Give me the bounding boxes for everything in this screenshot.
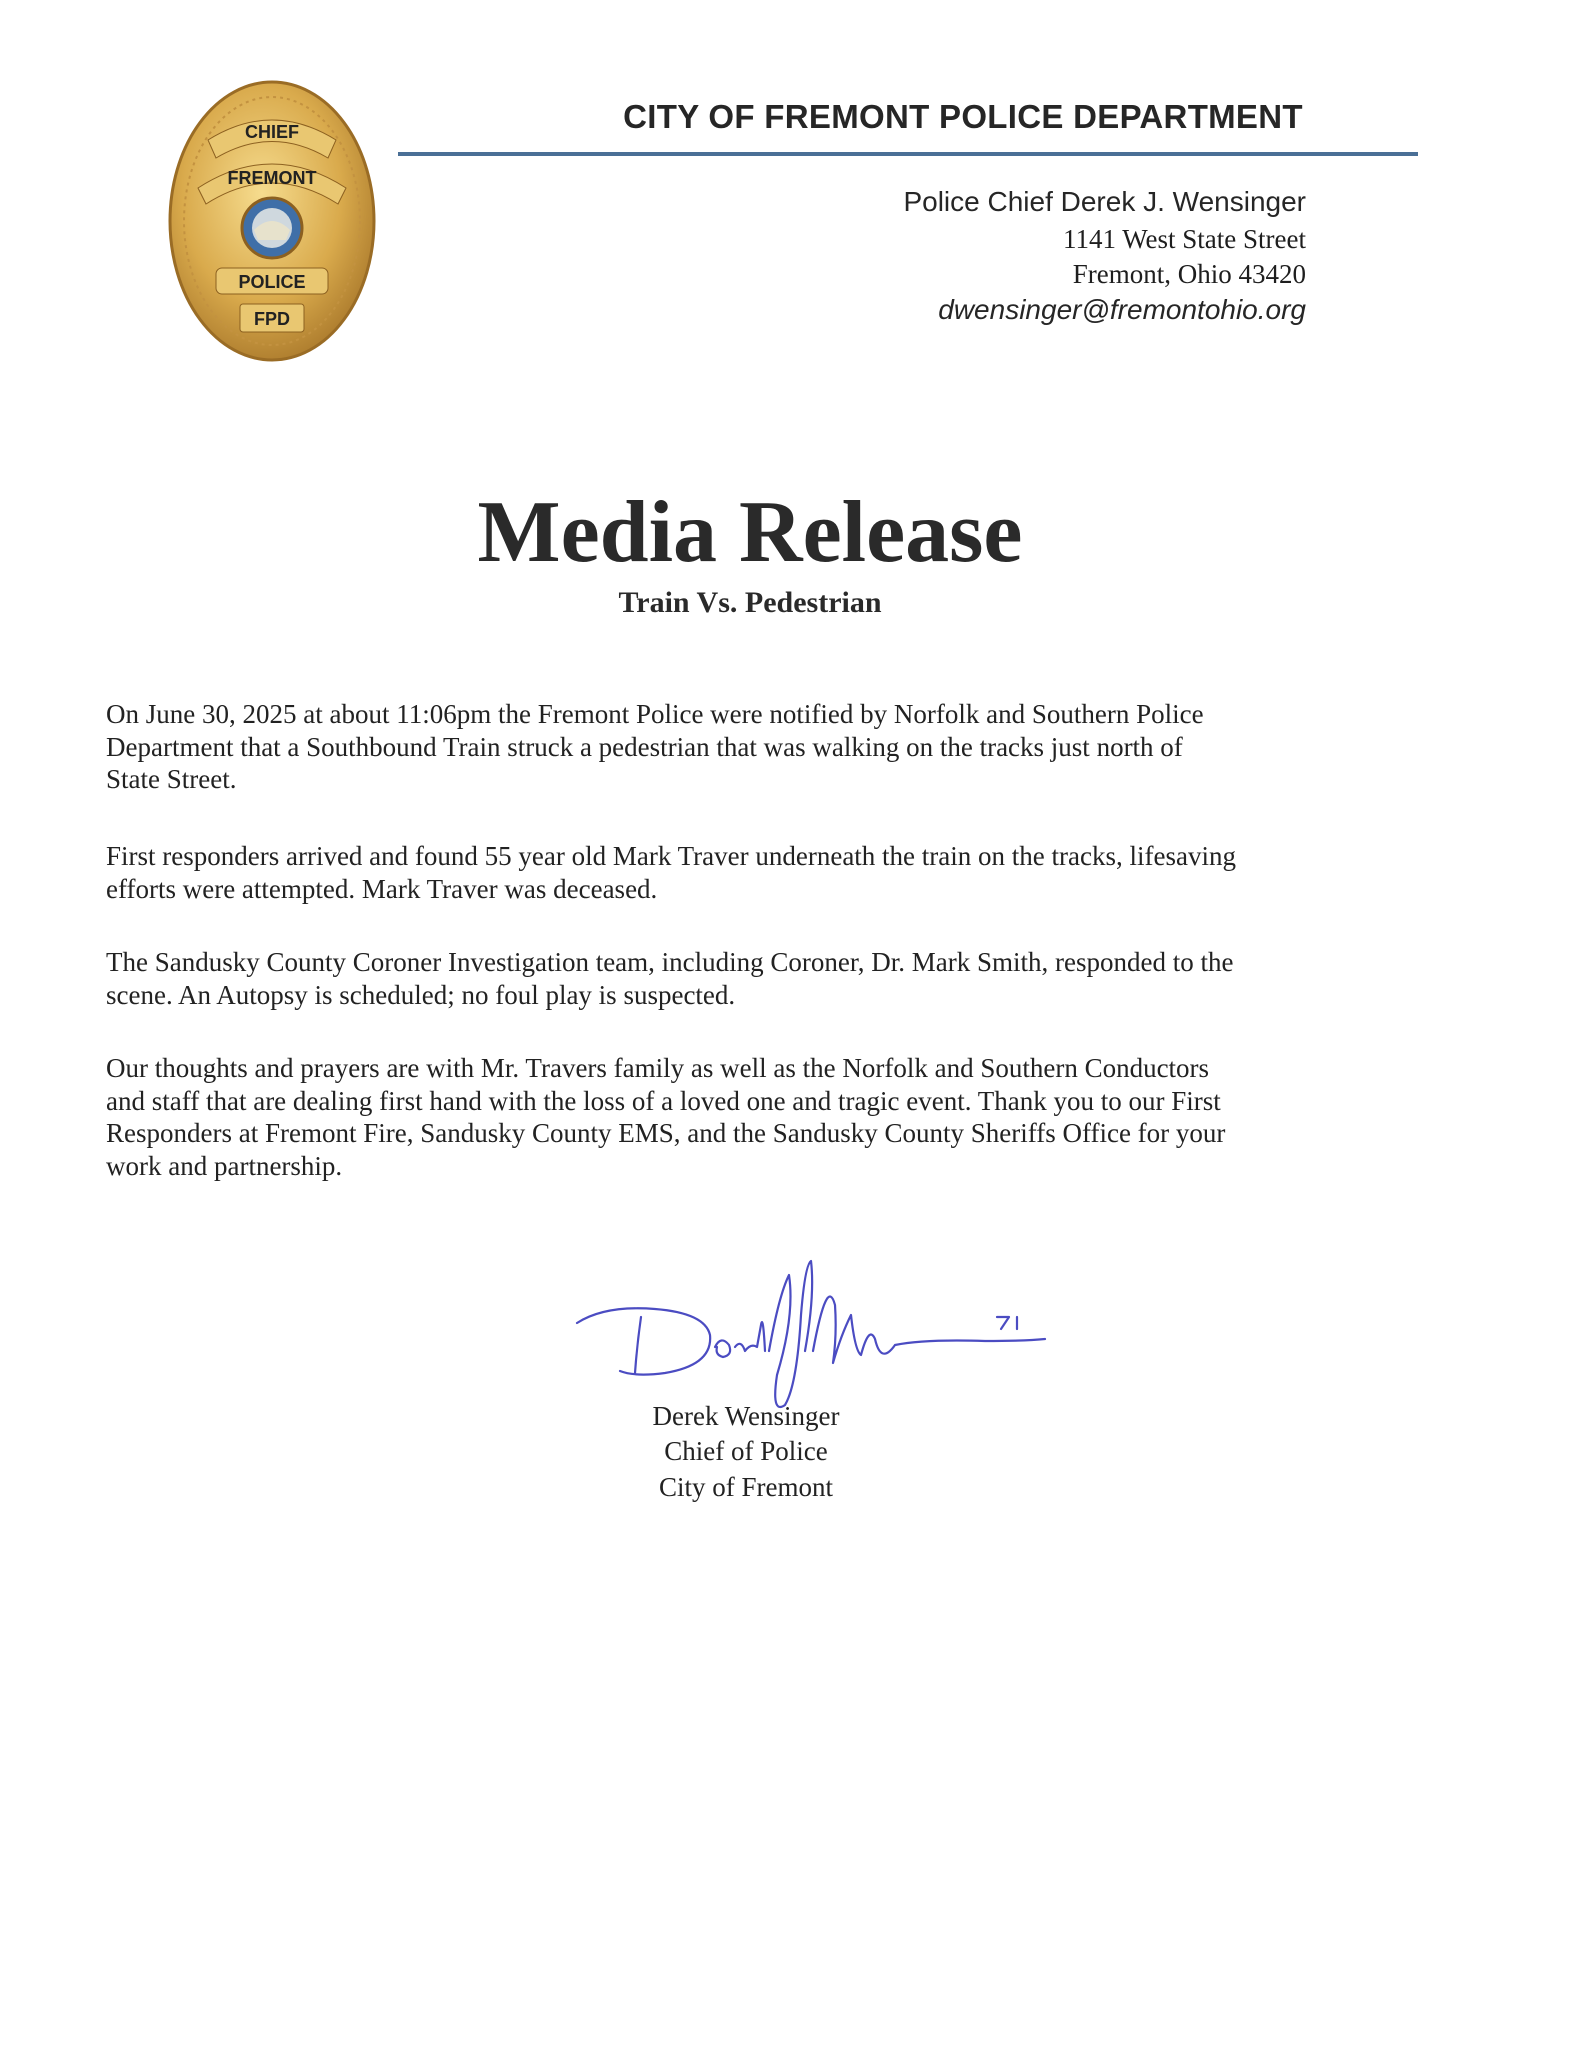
text-line: On June 30, 2025 at about 11:06pm the Fremont Police were notified by Norfolk and Southern Police [106,699,1204,729]
paragraph-incident [106,698,1204,796]
text-line: The Sandusky County Coroner Investigation team, including Coroner, Dr. Mark Smith, responded to the [106,947,1234,977]
text-line: and staff that are dealing first hand with the loss of a loved one and tragic event. Thank you to our First [106,1085,1221,1116]
text-line: scene. An Autopsy is scheduled; no foul play is suspected. [106,979,736,1010]
document-title: Media Release [477,484,1023,581]
svg-text:CHIEF: CHIEF [245,122,299,142]
email-address: dwensinger@fremontohio.org [938,294,1306,325]
city-address: Fremont, Ohio 43420 [1072,259,1306,289]
header-divider [398,152,1418,156]
chief-name: Police Chief Derek J. Wensinger [903,186,1306,217]
paragraph-thanks [106,1052,1225,1182]
text-line: work and partnership. [106,1150,343,1181]
street-address: 1141 West State Street [1062,224,1306,254]
paragraph-coroner [106,946,1234,1011]
text-line: Department that a Southbound Train struck a pedestrian that was walking on the tracks just north of [106,731,1183,762]
handwritten-signature [565,1255,1055,1425]
document-subtitle: Train Vs. Pedestrian [618,586,882,619]
text-line: Responders at Fremont Fire, Sandusky County EMS, and the Sandusky County Sheriffs Office for your [106,1118,1226,1148]
police-badge-logo [168,80,376,362]
text-line: Our thoughts and prayers are with Mr. Travers family as well as the Norfolk and Southern Conductors [106,1053,1210,1083]
svg-text:POLICE: POLICE [238,272,306,292]
svg-text:FPD: FPD [254,309,290,329]
text-line: First responders arrived and found 55 year old Mark Traver underneath the train on the tracks, lifesaving [106,841,1236,871]
text-line: efforts were attempted. Mark Traver was deceased. [106,873,658,904]
paragraph-responders [106,840,1236,905]
svg-text:FREMONT: FREMONT [227,168,317,188]
organization-name: CITY OF FREMONT POLICE DEPARTMENT [623,98,1303,135]
signatory-name: Derek Wensinger [652,1401,840,1431]
signatory-organization: City of Fremont [659,1472,833,1502]
text-line: State Street. [106,764,237,794]
signatory-title: Chief of Police [664,1436,828,1466]
